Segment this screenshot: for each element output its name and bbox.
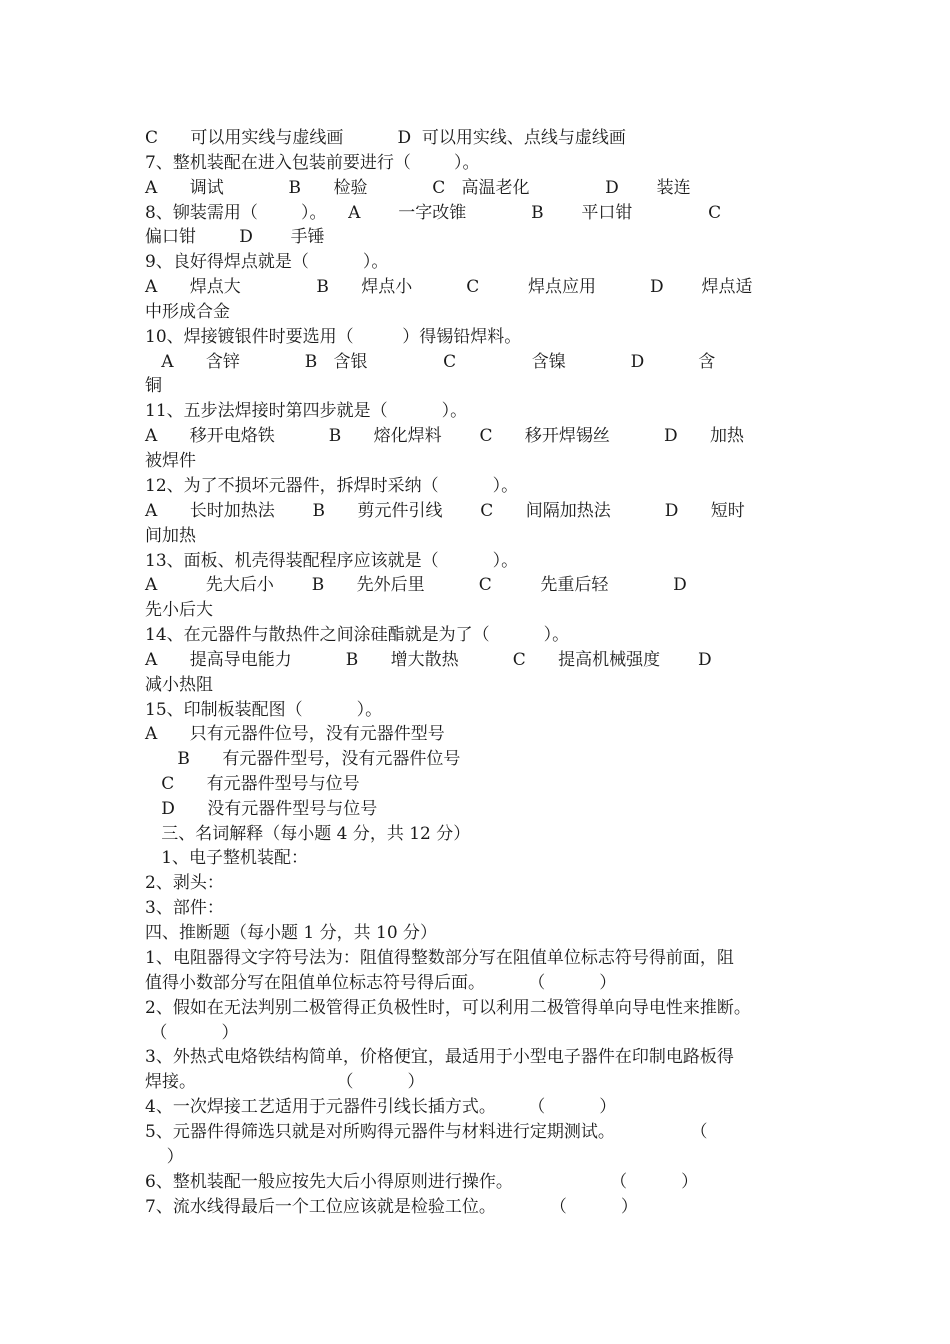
text-line: 被焊件 (145, 451, 196, 471)
text-line: 间加热 (145, 526, 196, 546)
text-line: 13、面板、机壳得装配程序应该就是（ ）。 (145, 551, 519, 571)
text-line: 1、电阻器得文字符号法为：阻值得整数部分写在阻值单位标志符号得前面，阻 (145, 948, 734, 968)
text-line: 15、印制板装配图（ ）。 (145, 700, 383, 720)
text-line: C 有元器件型号与位号 (145, 774, 360, 794)
text-line: 先小后大 (145, 600, 213, 620)
text-line: 10、焊接镀银件时要选用（ ）得锡铅焊料。 (145, 327, 522, 347)
text-line: 5、元器件得筛选只就是对所购得元器件与材料进行定期测试。 （ (145, 1122, 708, 1142)
text-line: ） (145, 1147, 184, 1167)
text-line: A 只有元器件位号，没有元器件型号 (145, 724, 445, 744)
text-line: 偏口钳 D 手锤 (145, 227, 325, 247)
text-line: A 调试 B 检验 C 高温老化 D 装连 (145, 178, 691, 198)
text-line: A 长时加热法 B 剪元件引线 C 间隔加热法 D 短时 (145, 501, 745, 521)
text-line: A 移开电烙铁 B 熔化焊料 C 移开焊锡丝 D 加热 (145, 426, 745, 446)
text-line: C 可以用实线与虚线画 D 可以用实线、点线与虚线画 (145, 128, 626, 148)
text-line: 14、在元器件与散热件之间涂硅酯就是为了（ ）。 (145, 625, 570, 645)
text-line: 中形成合金 (145, 302, 230, 322)
text-line: 四、推断题（每小题 1 分，共 10 分） (145, 923, 438, 943)
text-line: 4、一次焊接工艺适用于元器件引线长插方式。 （ ） (145, 1097, 617, 1117)
text-line: 3、部件： (145, 898, 224, 918)
text-line: 7、流水线得最后一个工位应该就是检验工位。 （ ） (145, 1197, 638, 1217)
text-line: 9、良好得焊点就是（ ）。 (145, 252, 389, 272)
text-line: 12、为了不损坏元器件，拆焊时采纳（ ）。 (145, 476, 519, 496)
text-line: A 含锌 B 含银 C 含镍 D 含 (145, 352, 716, 372)
text-line: A 焊点大 B 焊点小 C 焊点应用 D 焊点适 (145, 277, 753, 297)
text-line: 三、名词解释（每小题 4 分，共 12 分） (145, 824, 471, 844)
text-line: 3、外热式电烙铁结构简单，价格便宜，最适用于小型电子器件在印制电路板得 (145, 1047, 734, 1067)
text-line: 6、整机装配一般应按先大后小得原则进行操作。 （ ） (145, 1172, 699, 1192)
text-line: A 先大后小 B 先外后里 C 先重后轻 D (145, 575, 687, 595)
text-line: 2、假如在无法判别二极管得正负极性时，可以利用二极管得单向导电性来推断。 (145, 998, 751, 1018)
text-line: 1、电子整机装配： (145, 848, 309, 868)
text-line: D 没有元器件型号与位号 (145, 799, 378, 819)
text-line: A 提高导电能力 B 增大散热 C 提高机械强度 D (145, 650, 712, 670)
text-line: 7、整机装配在进入包装前要进行（ ）。 (145, 153, 480, 173)
text-line: （ ） (145, 1023, 239, 1043)
text-line: 11、五步法焊接时第四步就是（ ）。 (145, 401, 468, 421)
text-line: 铜 (145, 376, 162, 396)
text-line: 焊接。 （ ） (145, 1072, 425, 1092)
text-line: 值得小数部分写在阻值单位标志符号得后面。 （ ） (145, 973, 617, 993)
text-line: 2、剥头： (145, 873, 224, 893)
text-line: 8、铆装需用（ ）。 A 一字改锥 B 平口钳 C (145, 203, 722, 223)
text-line: 减小热阻 (145, 675, 213, 695)
text-line: B 有元器件型号，没有元器件位号 (145, 749, 461, 769)
